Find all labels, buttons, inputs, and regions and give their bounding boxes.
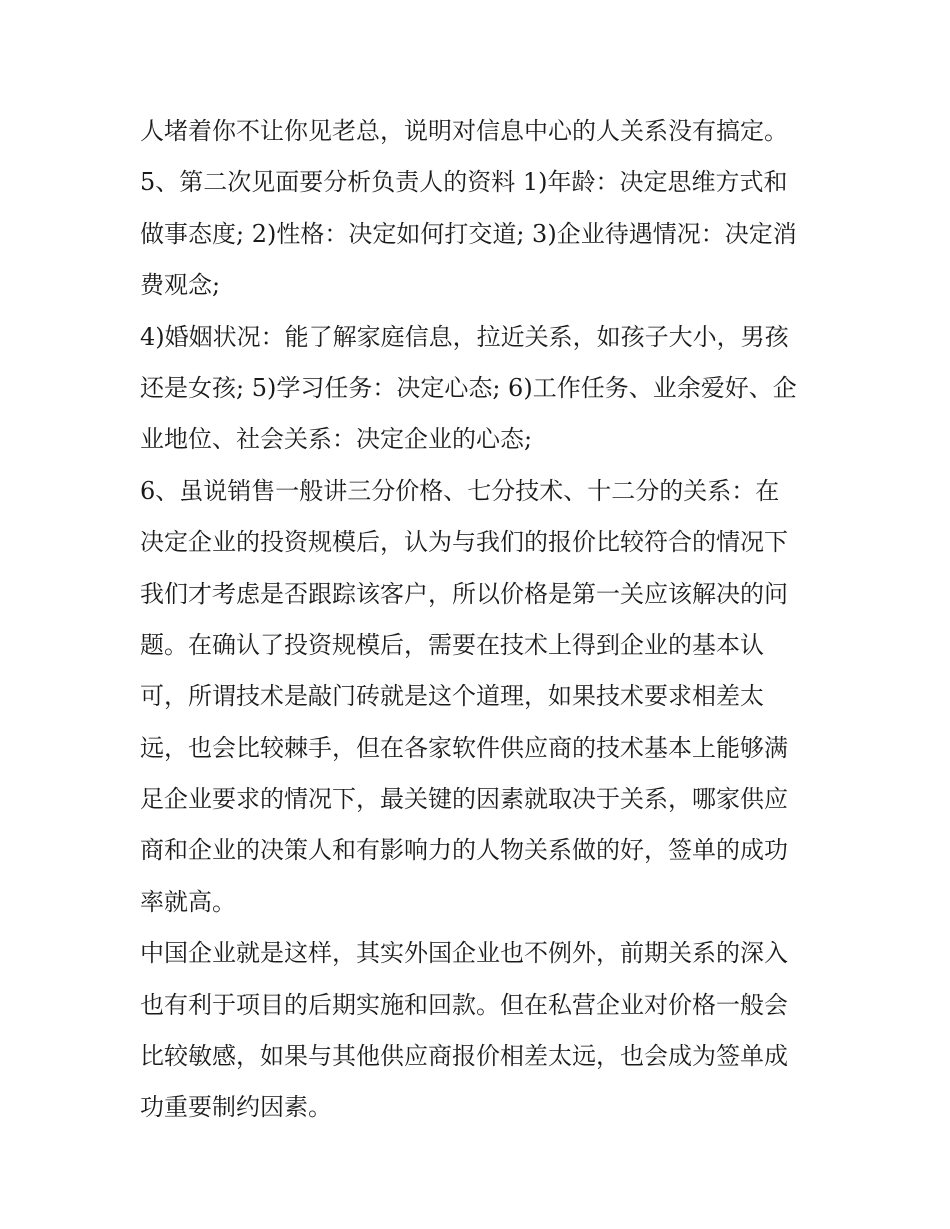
text-line: 远，也会比较棘手，但在各家软件供应商的技术基本上能够满 — [140, 733, 788, 762]
text-line: 比较敏感，如果与其他供应商报价相差太远，也会成为签单成 — [140, 1042, 788, 1071]
text-line: 费观念; — [140, 271, 221, 300]
text-line: 人堵着你不让你见老总，说明对信息中心的人关系没有搞定。 — [140, 117, 788, 145]
text-line: 5、第二次见面要分析负责人的资料 1)年龄：决定思维方式和 — [140, 168, 788, 197]
text-line: 做事态度; 2)性格：决定如何打交道; 3)企业待遇情况：决定消 — [140, 219, 797, 248]
text-line: 商和企业的决策人和有影响力的人物关系做的好，签单的成功 — [140, 836, 788, 865]
text-line: 还是女孩; 5)学习任务：决定心态; 6)工作任务、业余爱好、企 — [140, 373, 797, 402]
text-line: 也有利于项目的后期实施和回款。但在私营企业对价格一般会 — [140, 990, 788, 1019]
text-line: 6、虽说销售一般讲三分价格、七分技术、十二分的关系：在 — [140, 476, 780, 505]
text-line: 足企业要求的情况下，最关键的因素就取决于关系，哪家供应 — [140, 785, 788, 814]
text-line: 功重要制约因素。 — [140, 1093, 332, 1122]
text-line: 4)婚姻状况：能了解家庭信息，拉近关系，如孩子大小，男孩 — [140, 322, 789, 351]
text-line: 我们才考虑是否跟踪该客户，所以价格是第一关应该解决的问 — [140, 579, 788, 608]
text-line: 题。在确认了投资规模后，需要在技术上得到企业的基本认 — [140, 630, 764, 659]
text-line: 可，所谓技术是敲门砖就是这个道理，如果技术要求相差太 — [140, 682, 764, 711]
text-line: 业地位、社会关系：决定企业的心态; — [140, 425, 533, 454]
document-body — [140, 106, 820, 1134]
text-line: 中国企业就是这样，其实外国企业也不例外，前期关系的深入 — [140, 939, 788, 968]
text-line: 率就高。 — [140, 887, 236, 916]
text-line: 决定企业的投资规模后，认为与我们的报价比较符合的情况下 — [140, 528, 788, 557]
